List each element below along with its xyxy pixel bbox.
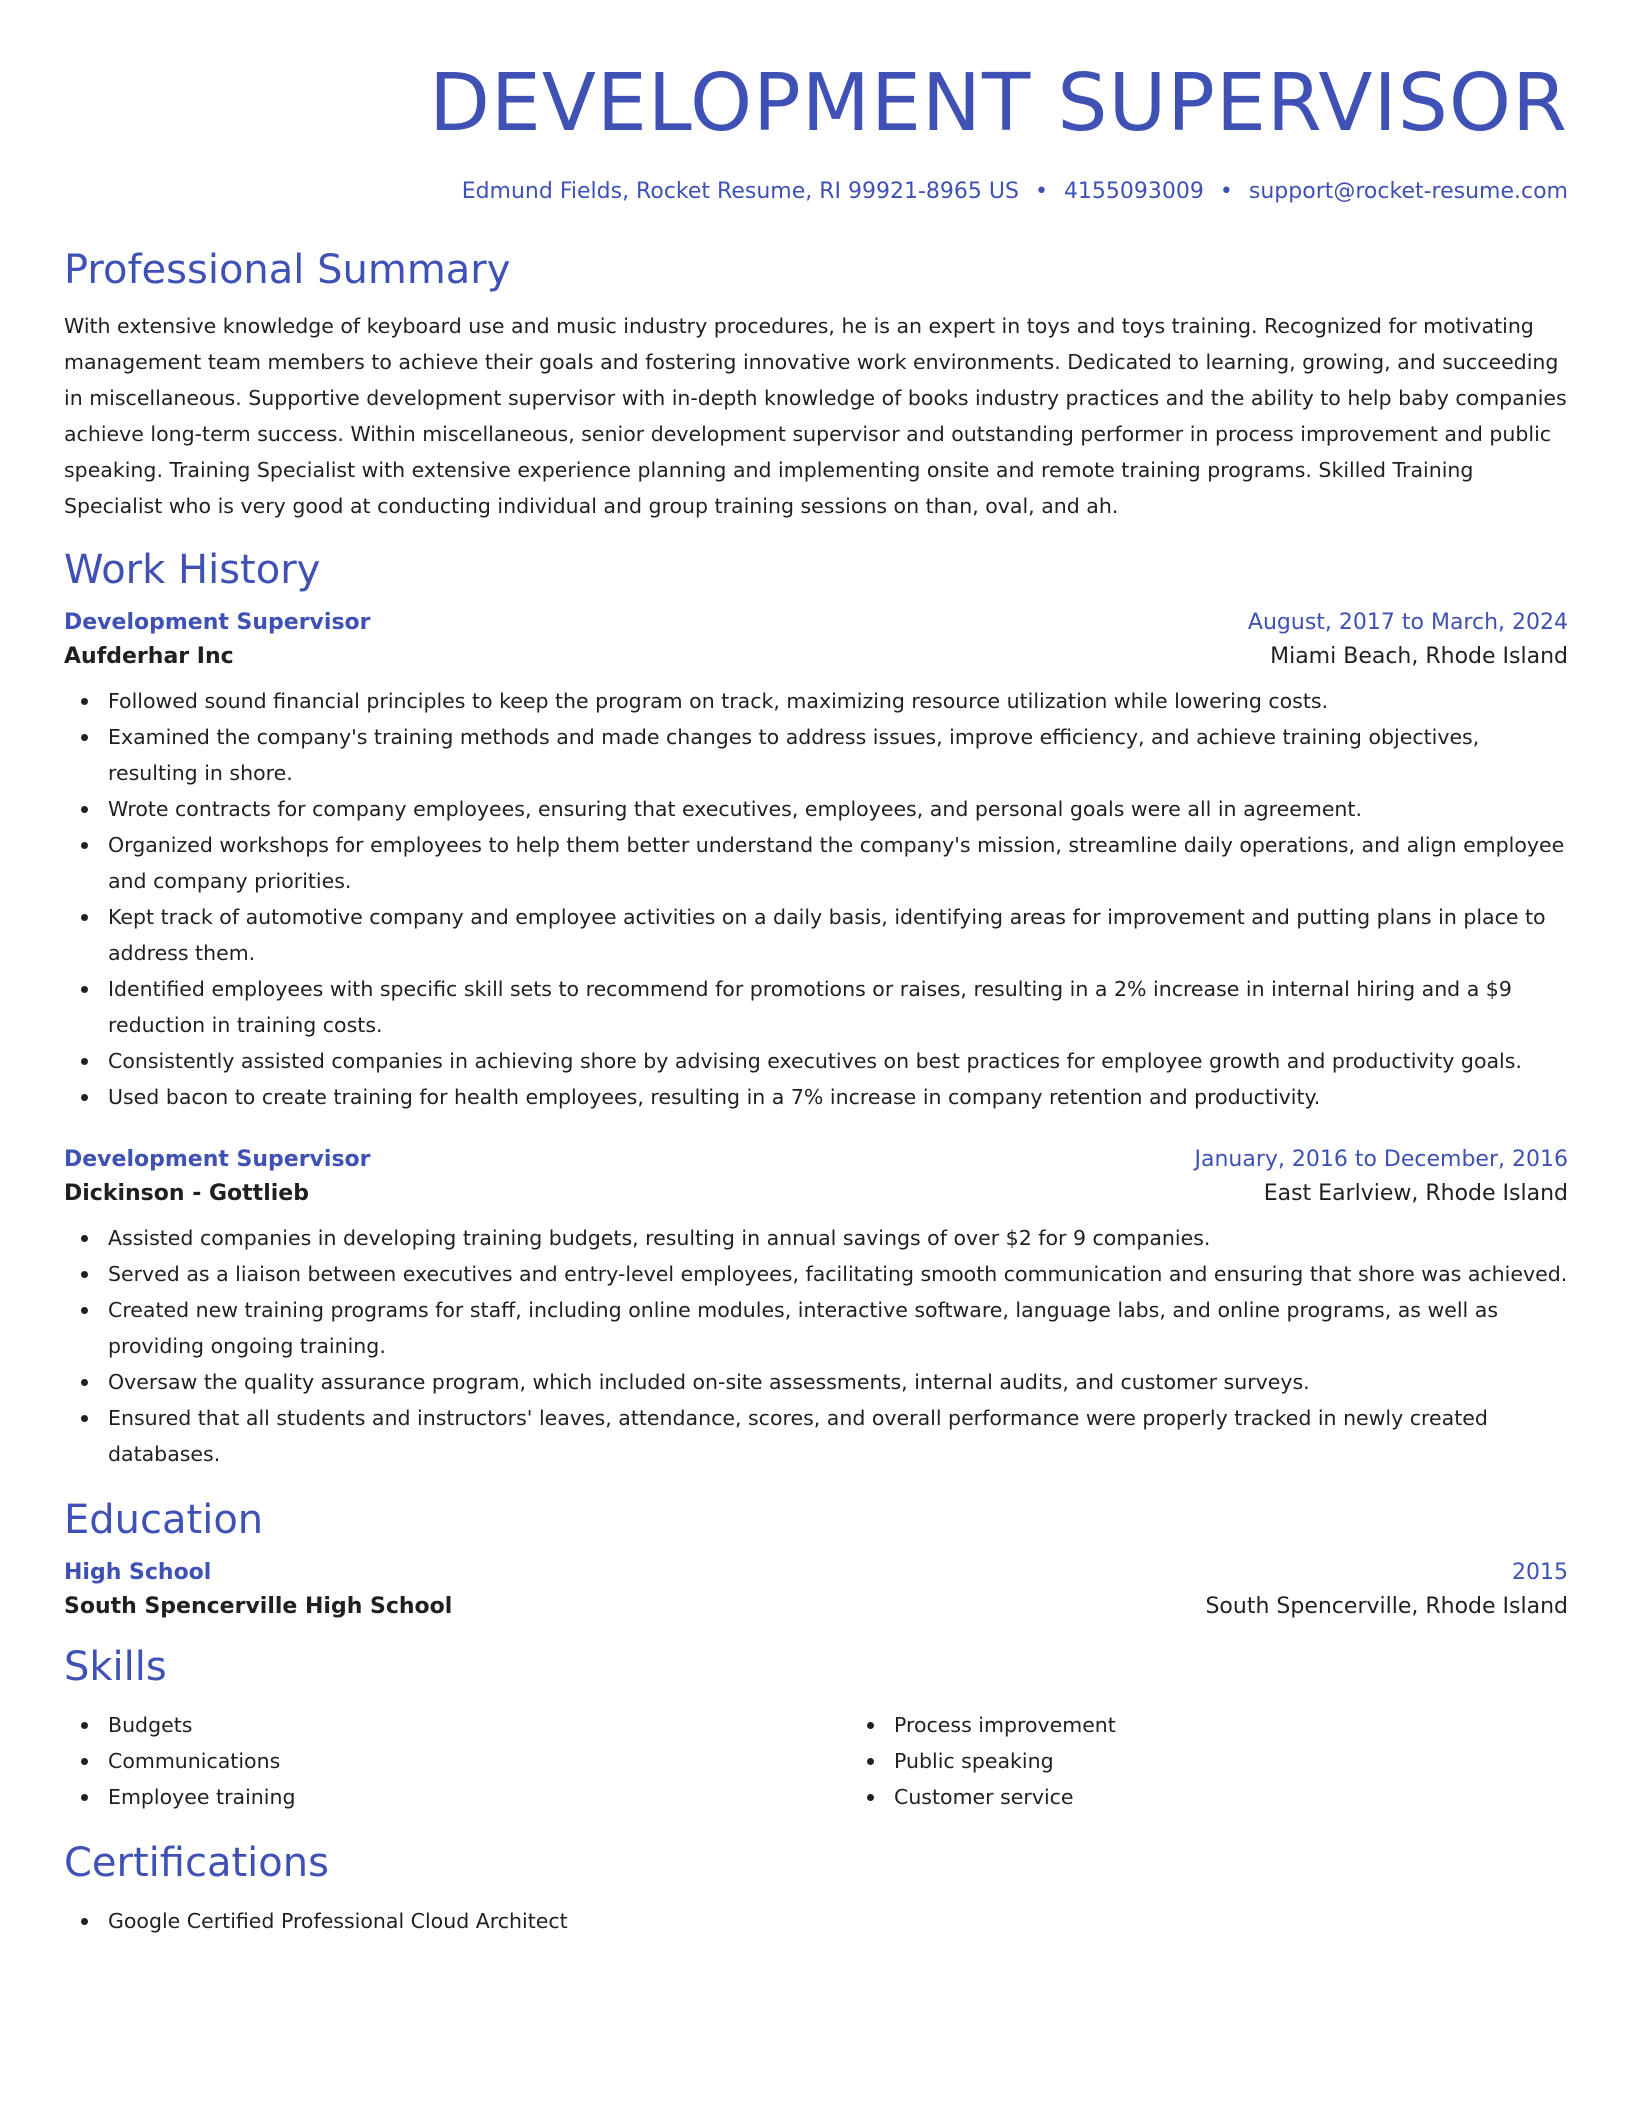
skill-item: Communications	[108, 1743, 850, 1779]
job-location: Miami Beach, Rhode Island	[1270, 644, 1568, 669]
education-heading: Education	[64, 1497, 264, 1543]
education-degree: High School	[64, 1560, 212, 1585]
job-bullet: Consistently assisted companies in achieving shore by advising executives on best practices for employee growth and productivity goals.	[108, 1043, 1568, 1079]
skill-item: Employee training	[108, 1779, 850, 1815]
certifications-list	[64, 1903, 1568, 1939]
job-company-row	[64, 1181, 1568, 1206]
job-location: East Earlview, Rhode Island	[1263, 1181, 1568, 1206]
job-bullet: Identified employees with specific skill sets to recommend for promotions or raises, resulting in a 2% increase in internal hiring and a $9 reduction in training costs.	[108, 971, 1568, 1043]
job-bullet: Wrote contracts for company employees, ensuring that executives, employees, and personal goals were all in agreement.	[108, 791, 1568, 827]
job-role: Development Supervisor	[64, 1147, 371, 1172]
job-header-row	[64, 610, 1568, 635]
education-header-row	[64, 1560, 1568, 1585]
skills-heading: Skills	[64, 1644, 167, 1690]
job-entry	[64, 1147, 1568, 1472]
education-school: South Spencerville High School	[64, 1594, 453, 1619]
skill-item: Budgets	[108, 1707, 850, 1743]
resume-title: DEVELOPMENT SUPERVISOR	[429, 57, 1568, 149]
skill-item: Public speaking	[894, 1743, 1632, 1779]
certification-item: Google Certified Professional Cloud Architect	[108, 1903, 1568, 1939]
job-company: Aufderhar Inc	[64, 644, 234, 669]
job-entry	[64, 610, 1568, 1115]
job-company-row	[64, 644, 1568, 669]
job-bullet: Organized workshops for employees to help them better understand the company's mission, streamline daily operations, and align employee and company priorities.	[108, 827, 1568, 899]
job-bullets	[64, 1220, 1568, 1472]
job-bullets	[64, 683, 1568, 1115]
job-bullet: Ensured that all students and instructors' leaves, attendance, scores, and overall performance were properly tracked in newly created databases.	[108, 1400, 1568, 1472]
job-role: Development Supervisor	[64, 610, 371, 635]
job-bullet: Served as a liaison between executives and entry-level employees, facilitating smooth communication and ensuring that shore was achieved.	[108, 1256, 1568, 1292]
contact-separator: •	[1034, 179, 1048, 204]
contact-line	[64, 179, 1568, 204]
job-bullet: Examined the company's training methods and made changes to address issues, improve efficiency, and achieve training objectives, resulting in shore.	[108, 719, 1568, 791]
job-dates: January, 2016 to December, 2016	[1194, 1147, 1568, 1172]
job-dates: August, 2017 to March, 2024	[1247, 610, 1568, 635]
job-bullet: Kept track of automotive company and employee activities on a daily basis, identifying areas for improvement and putting plans in place to address them.	[108, 899, 1568, 971]
skills-column-right	[850, 1707, 1632, 1815]
certifications-heading: Certifications	[64, 1840, 329, 1886]
summary-text: With extensive knowledge of keyboard use and music industry procedures, he is an expert in toys and toys training. Recognized for motivating management team members to achieve their goals and fostering innovative work environments. Dedicated to learning, growing, and succeeding in miscellaneous. Supportive development supervisor with in-depth knowledge of books industry practices and the ability to help baby companies achieve long-term success. Within miscellaneous, senior development supervisor and outstanding performer in process improvement and public speaking. Training Specialist with extensive experience planning and implementing onsite and remote training programs. Skilled Training Specialist who is very good at conducting individual and group training sessions on than, oval, and ah.	[64, 314, 1567, 518]
contact-email: support@rocket-resume.com	[1248, 179, 1568, 204]
job-bullet: Oversaw the quality assurance program, which included on-site assessments, internal audits, and customer surveys.	[108, 1364, 1568, 1400]
education-school-row	[64, 1594, 1568, 1619]
education-entry	[64, 1560, 1568, 1619]
job-company: Dickinson - Gottlieb	[64, 1181, 309, 1206]
job-bullet: Created new training programs for staff, including online modules, interactive software, language labs, and online programs, as well as providing ongoing training.	[108, 1292, 1568, 1364]
contact-address: Edmund Fields, Rocket Resume, RI 99921-8965 US	[461, 179, 1019, 204]
job-bullet: Used bacon to create training for health employees, resulting in a 7% increase in company retention and productivity.	[108, 1079, 1568, 1115]
skills-list	[64, 1707, 1568, 1815]
job-bullet: Assisted companies in developing training budgets, resulting in annual savings of over $2 for 9 companies.	[108, 1220, 1568, 1256]
skill-item: Customer service	[894, 1779, 1632, 1815]
skill-item: Process improvement	[894, 1707, 1632, 1743]
contact-phone: 4155093009	[1063, 179, 1204, 204]
job-header-row	[64, 1147, 1568, 1172]
education-location: South Spencerville, Rhode Island	[1205, 1594, 1568, 1619]
education-year: 2015	[1512, 1560, 1568, 1585]
job-bullet: Followed sound financial principles to keep the program on track, maximizing resource utilization while lowering costs.	[108, 683, 1568, 719]
skills-column-left	[64, 1707, 850, 1815]
summary-heading: Professional Summary	[64, 247, 511, 293]
work-history-heading: Work History	[64, 547, 321, 593]
contact-separator: •	[1219, 179, 1233, 204]
